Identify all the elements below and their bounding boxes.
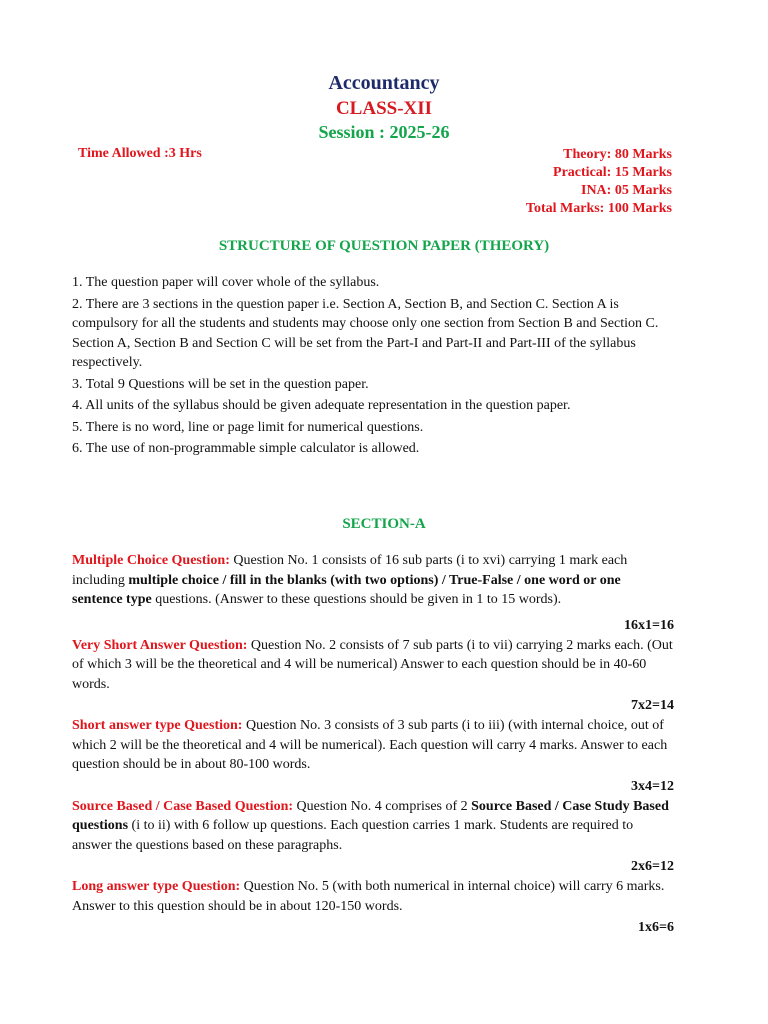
question-emphasis: Source Based / Case Study Based questions: [72, 798, 669, 833]
marks-breakdown: [526, 146, 672, 218]
section-a-heading: SECTION-A: [342, 516, 426, 532]
question-type: Multiple Choice Question:: [72, 553, 230, 568]
question-block: [72, 716, 674, 775]
rule-item: 4. All units of the syllabus should be given adequate representation in the question paper.: [72, 398, 571, 413]
question-block: [72, 551, 674, 610]
rule-item: 3. Total 9 Questions will be set in the question paper.: [72, 376, 369, 392]
question-block: [72, 636, 674, 695]
rule-item: 6. The use of non-programmable simple calculator is allowed.: [72, 441, 420, 456]
session-heading: Session : 2025-26: [318, 122, 450, 142]
question-text: Question No. 2 consists of 7 sub parts (i to vii) carrying 2 marks each. (Out of which 3 will be the theoretical and 4 will be numerical) Answer to each question should be in 40-60 words.: [72, 637, 673, 692]
time-allowed: Time Allowed :3 Hrs: [78, 146, 202, 161]
question-text: Question No. 5 (with both numerical in internal choice) will carry 6 marks. Answer to this question should be in about 120-150 words.: [72, 879, 665, 914]
question-type: Source Based / Case Based Question:: [72, 798, 294, 814]
question-type: Long answer type Question:: [72, 879, 241, 894]
question-type: Short answer type Question:: [72, 718, 243, 733]
subject-title: Accountancy: [328, 72, 440, 94]
question-type: Very Short Answer Question:: [72, 637, 248, 653]
question-text: Question No. 4 comprises of 2: [293, 798, 472, 814]
question-block: [72, 797, 674, 856]
question-text: Question No. 3 consists of 3 sub parts (i to iii) (with internal choice, out of which 2 will be the theoretical and 4 will be numerical). Each question will carry 4 marks. Answer to each question should be in about 80-100 words.: [72, 718, 668, 772]
question-score: 7x2=14: [631, 698, 674, 713]
rule-item: 5. There is no word, line or page limit for numerical questions.: [72, 419, 424, 435]
total-marks: Total Marks: 100 Marks: [525, 201, 672, 216]
class-heading: CLASS-XII: [335, 98, 433, 119]
ina-marks: INA: 05 Marks: [581, 183, 672, 198]
structure-heading: STRUCTURE OF QUESTION PAPER (THEORY): [218, 238, 550, 254]
theory-marks: Theory: 80 Marks: [563, 147, 672, 162]
practical-marks: Practical: 15 Marks: [553, 165, 672, 180]
question-text: (i to ii) with 6 follow up questions. Each question carries 1 mark. Students are required to answer the questions based on these paragraphs.: [72, 818, 634, 853]
question-score: 16x1=16: [624, 617, 674, 633]
question-text: Question No. 1 consists of 16 sub parts (i to xvi) carrying 1 mark each including: [72, 553, 628, 588]
question-block: [72, 877, 674, 916]
rule-item: 1. The question paper will cover whole of the syllabus.: [72, 275, 380, 290]
question-score: 3x4=12: [631, 778, 674, 794]
question-score: 1x6=6: [638, 920, 674, 935]
rules-list: [72, 273, 674, 461]
question-emphasis: multiple choice / fill in the blanks (with two options) / True-False / one word or one sentence type: [72, 572, 621, 607]
question-text: questions. (Answer to these questions should be given in 1 to 15 words).: [151, 592, 562, 607]
question-score: 2x6=12: [631, 859, 674, 874]
question-list: [72, 551, 674, 938]
rule-item: 2. There are 3 sections in the question paper i.e. Section A, Section B, and Section C. Section A is compulsory for all the students and students may choose only one section from Section B and Section C. Section A, Section B and Section C will be set from the Part-I and Part-II and Part-III of the syllabus respectively.: [72, 296, 659, 370]
